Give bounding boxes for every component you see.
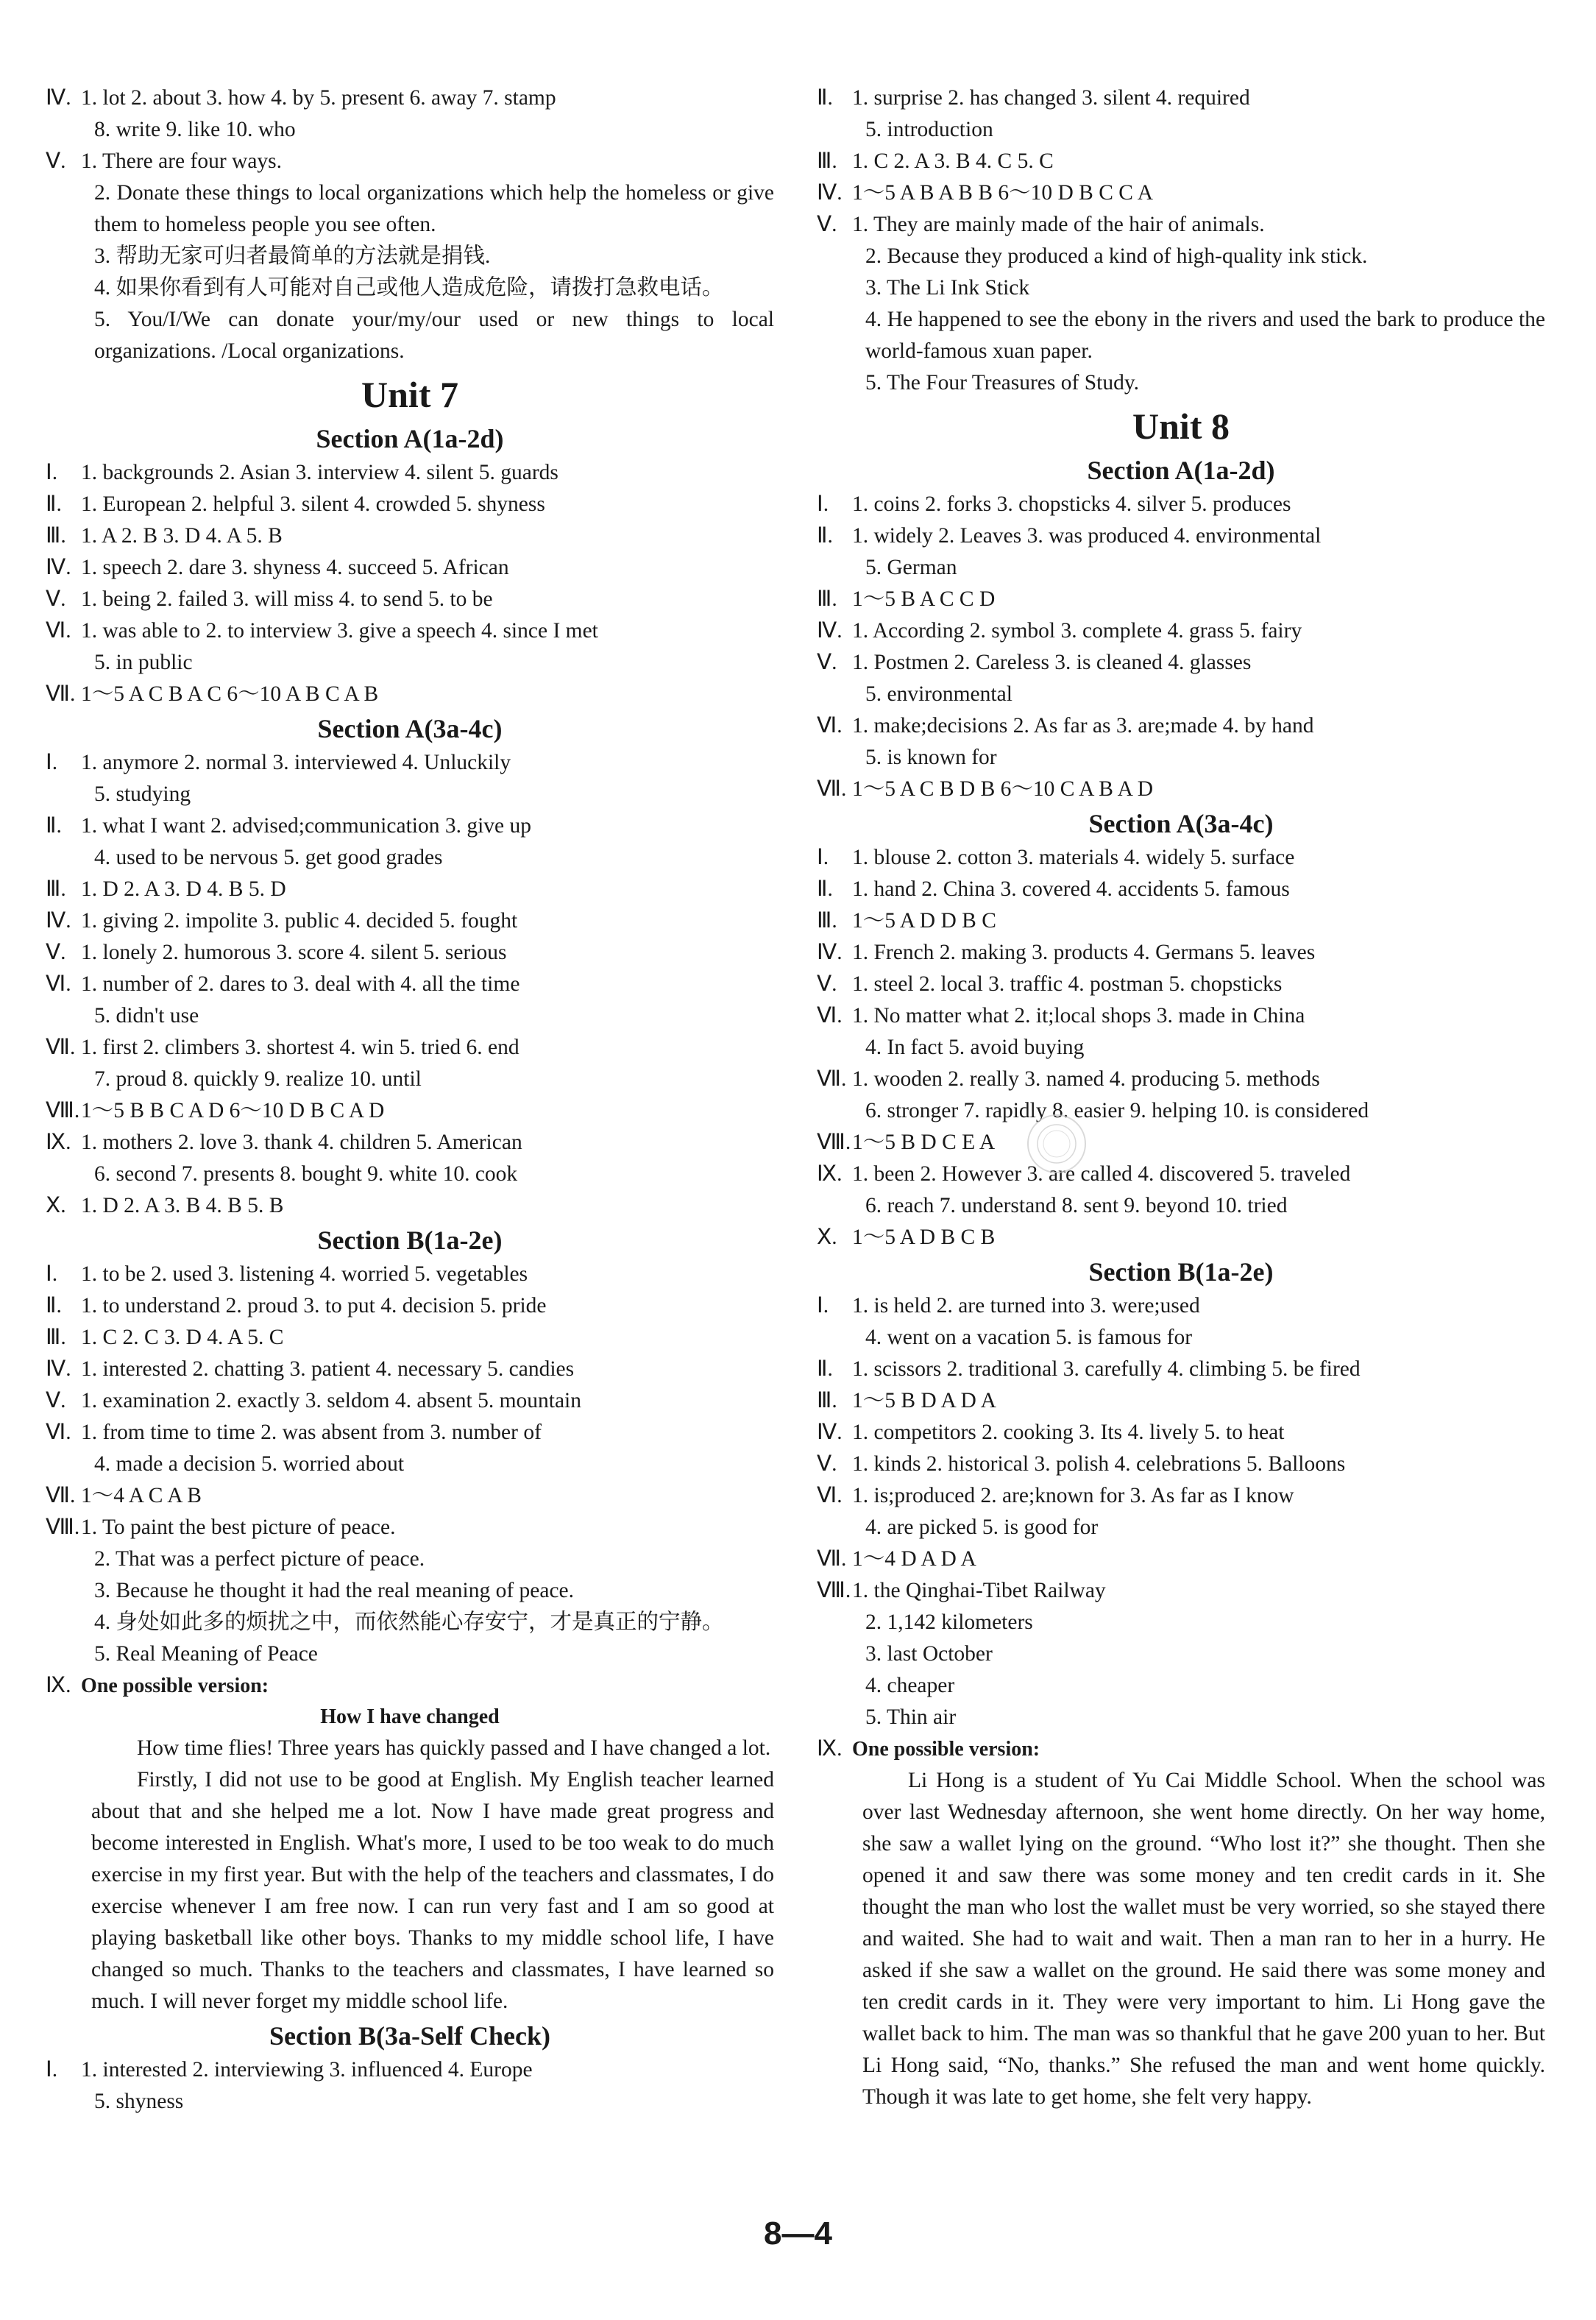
- answer-text: 3. last October: [865, 1642, 993, 1666]
- section-8a1-line: [817, 647, 1545, 679]
- question-number: Ⅵ.: [817, 1004, 843, 1028]
- section-7a1-line: [46, 679, 774, 710]
- answer-text: 1. mothers 2. love 3. thank 4. children 5. American: [81, 1131, 522, 1154]
- answer-text: 1. number of 2. dares to 3. deal with 4. all the time: [81, 972, 520, 996]
- question-number: Ⅶ.: [817, 1067, 847, 1091]
- question-number: Ⅳ.: [46, 1357, 71, 1381]
- question-number: Ⅸ.: [817, 1162, 843, 1186]
- answer-text: 1. According 2. symbol 3. complete 4. grass 5. fairy: [852, 619, 1302, 643]
- section-7a2-line: [46, 779, 774, 810]
- answer-text: 1. kinds 2. historical 3. polish 4. celebrations 5. Balloons: [852, 1452, 1346, 1476]
- section-8a1-line: [817, 742, 1545, 774]
- answer-text: 6. second 7. presents 8. bought 9. white 10. cook: [94, 1162, 518, 1186]
- question-number: Ⅱ.: [46, 492, 62, 516]
- section-7a1-line: [46, 489, 774, 520]
- answer-text: 1. was able to 2. to interview 3. give a speech 4. since I met: [81, 619, 598, 643]
- section-8a2-line: [817, 842, 1545, 874]
- unit7-tail-line: [817, 146, 1545, 177]
- answer-text: 1. been 2. However 3. are called 4. discovered 5. traveled: [852, 1162, 1351, 1186]
- answer-text: 1. first 2. climbers 3. shortest 4. win 5. tried 6. end: [81, 1036, 519, 1059]
- question-number: Ⅰ.: [46, 2058, 58, 2082]
- section-8b1-line: [817, 1702, 1545, 1733]
- essay-label-line: [46, 1670, 774, 1702]
- answer-text: 1. They are mainly made of the hair of animals.: [852, 213, 1265, 236]
- answer-text: 1. hand 2. China 3. covered 4. accidents 5. famous: [852, 877, 1290, 901]
- answer-text: 3. The Li Ink Stick: [865, 276, 1030, 300]
- question-number: Ⅴ.: [46, 941, 66, 964]
- answer-text: 1～5 A C B A C 6～10 A B C A B: [81, 682, 379, 706]
- section-8b1-line: [817, 1543, 1545, 1575]
- answer-text: 1. the Qinghai-Tibet Railway: [852, 1579, 1106, 1602]
- question-number: Ⅴ.: [817, 972, 837, 996]
- answer-text: 1. C 2. A 3. B 4. C 5. C: [852, 149, 1054, 173]
- answer-text: 1～5 A B A B B 6～10 D B C C A: [852, 181, 1154, 205]
- section-7a2-line: [46, 1127, 774, 1159]
- question-number: Ⅳ.: [817, 1421, 843, 1444]
- answer-text: 1. European 2. helpful 3. silent 4. crowded 5. shyness: [81, 492, 545, 516]
- answer-text: 1. interested 2. interviewing 3. influenced 4. Europe: [81, 2058, 533, 2082]
- answer-text: 2. 1,142 kilometers: [865, 1610, 1033, 1634]
- question-number: Ⅷ.: [817, 1579, 851, 1602]
- unit7-tail-line: [817, 272, 1545, 304]
- answer-text: 5. introduction: [865, 118, 993, 141]
- question-number: Ⅳ.: [817, 941, 843, 964]
- answer-text: 2. That was a perfect picture of peace.: [94, 1547, 425, 1571]
- unit7-tail-line: [817, 114, 1545, 146]
- section-8a1-line: [817, 584, 1545, 615]
- section-7b1-line: [46, 1290, 774, 1322]
- question-number: Ⅴ.: [46, 587, 66, 611]
- answer-text: 1. to be 2. used 3. listening 4. worried 5. vegetables: [81, 1262, 528, 1286]
- section-8b1-line: [817, 1607, 1545, 1638]
- question-number: Ⅶ.: [817, 1547, 847, 1571]
- unit6-tail-line: [46, 272, 774, 304]
- section-8a2-line: [817, 969, 1545, 1000]
- section-8b1-line: [817, 1290, 1545, 1322]
- answer-text: 8. write 9. like 10. who: [94, 118, 296, 141]
- unit7-tail-line: [817, 177, 1545, 209]
- answer-text: 1. surprise 2. has changed 3. silent 4. required: [852, 86, 1250, 110]
- question-number: Ⅶ.: [46, 1036, 76, 1059]
- section-8a1-line: [817, 489, 1545, 520]
- section-7b1-line: [46, 1417, 774, 1449]
- answer-text: 1. widely 2. Leaves 3. was produced 4. environmental: [852, 524, 1322, 548]
- section-8a2-line: [817, 1000, 1545, 1032]
- answer-text: 5. Real Meaning of Peace: [94, 1642, 318, 1666]
- question-number: Ⅱ.: [46, 1294, 62, 1318]
- section-8a2-line: [817, 1127, 1545, 1159]
- answer-text: 1～5 B A C C D: [852, 587, 996, 611]
- question-number: Ⅶ.: [46, 1484, 76, 1507]
- answer-text: 4. used to be nervous 5. get good grades: [94, 846, 443, 869]
- section-7a1-line: [46, 647, 774, 679]
- essay-label-line: [817, 1733, 1545, 1765]
- answer-text: 1～5 A D B C B: [852, 1226, 996, 1249]
- unit6-tail-line: [46, 146, 774, 177]
- question-number: Ⅹ.: [817, 1226, 837, 1249]
- answer-text: 1. D 2. A 3. D 4. B 5. D: [81, 877, 286, 901]
- section-8a2-line: [817, 1222, 1545, 1253]
- answer-text: 1. competitors 2. cooking 3. Its 4. lively 5. to heat: [852, 1421, 1285, 1444]
- question-number: Ⅳ.: [46, 556, 71, 579]
- unit7-tail-line: [817, 367, 1545, 399]
- answer-text: 1. is;produced 2. are;known for 3. As far as I know: [852, 1484, 1294, 1507]
- section-7a2-line: [46, 905, 774, 937]
- section-title-8a2: Section A(3a-4c): [1088, 809, 1274, 838]
- section-8b1-line: [817, 1670, 1545, 1702]
- section-7a1-line: [46, 615, 774, 647]
- question-number: Ⅳ.: [817, 619, 843, 643]
- answer-text: 1～5 A C B D B 6～10 C A B A D: [852, 777, 1154, 801]
- answer-text: 1. lonely 2. humorous 3. score 4. silent 5. serious: [81, 941, 507, 964]
- unit-8-title: Unit 8: [1132, 406, 1230, 447]
- question-number: Ⅲ.: [817, 1389, 837, 1412]
- unit6-tail-line: [46, 114, 774, 146]
- answer-text: 1. steel 2. local 3. traffic 4. postman 5. chopsticks: [852, 972, 1283, 996]
- section-8b1-line: [817, 1417, 1545, 1449]
- answer-text: 1～4 D A D A: [852, 1547, 976, 1571]
- question-number: Ⅰ.: [46, 1262, 58, 1286]
- answer-text: 1. To paint the best picture of peace.: [81, 1516, 396, 1539]
- essay-paragraph: Li Hong is a student of Yu Cai Middle School. When the school was over last Wednesday afternoon, she went home directly. On her way home, she saw a wallet lying on the ground. “Who lost it?” she thought. Then she opened it and saw there was some money and ten credit cards in it. She thought the man who lost the wallet must be very worried, so she stayed there and waited. She had to wait and wait. Then a man ran to her in a hurry. He asked if she saw a wallet on the ground. He said there was some money and ten credit cards in it. They were very important to him. Li Hong gave the wallet back to him. The man was so thankful that he gave 200 yuan to her. But Li Hong said, “No, thanks.” She refused the man and went home quickly. Though it was late to get home, she felt very happy.: [862, 1769, 1545, 2109]
- answer-text: 1. French 2. making 3. products 4. Germans 5. leaves: [852, 941, 1316, 964]
- question-number: Ⅱ.: [817, 877, 833, 901]
- question-number: Ⅰ.: [817, 492, 829, 516]
- section-7a1-line: [46, 552, 774, 584]
- question-number: Ⅱ.: [817, 1357, 833, 1381]
- question-number: Ⅲ.: [46, 1326, 66, 1349]
- question-number: Ⅳ.: [817, 181, 843, 205]
- section-7a2-line: [46, 747, 774, 779]
- section-7a2-line: [46, 937, 774, 969]
- section-7a2-line: [46, 1032, 774, 1064]
- answer-text: 1. D 2. A 3. B 4. B 5. B: [81, 1194, 284, 1217]
- section-7a2-line: [46, 1095, 774, 1127]
- section-8a2-line: [817, 1190, 1545, 1222]
- unit6-tail-line: [46, 177, 774, 241]
- section-7a2-line: [46, 874, 774, 905]
- section-7b2-line: [46, 2086, 774, 2118]
- section-title-8b1: Section B(1a-2e): [1088, 1257, 1274, 1287]
- answer-text: 1. No matter what 2. it;local shops 3. made in China: [852, 1004, 1305, 1028]
- unit7-tail-line: [817, 209, 1545, 241]
- answer-text: 3. 帮助无家可归者最简单的方法就是捐钱.: [94, 244, 491, 268]
- right-column: [817, 82, 1545, 2113]
- section-7b1-line: [46, 1354, 774, 1385]
- answer-text: 6. reach 7. understand 8. sent 9. beyond 10. tried: [865, 1194, 1288, 1217]
- answer-text: 1. wooden 2. really 3. named 4. producing 5. methods: [852, 1067, 1320, 1091]
- section-7a2-line: [46, 1000, 774, 1032]
- section-7b1-line: [46, 1543, 774, 1575]
- question-number: Ⅷ.: [46, 1516, 80, 1539]
- answer-text: 1. A 2. B 3. D 4. A 5. B: [81, 524, 283, 548]
- question-number: Ⅵ.: [817, 1484, 843, 1507]
- section-7b1-line: [46, 1259, 774, 1290]
- section-8b1-line: [817, 1449, 1545, 1480]
- section-7b1-line: [46, 1607, 774, 1638]
- essay-paragraph: How time flies! Three years has quickly passed and I have changed a lot.: [137, 1736, 771, 1760]
- answer-text: 1～4 A C A B: [81, 1484, 202, 1507]
- question-number: Ⅰ.: [817, 846, 829, 869]
- answer-text: 5. The Four Treasures of Study.: [865, 371, 1140, 395]
- answer-text: 2. Because they produced a kind of high-quality ink stick.: [865, 244, 1368, 268]
- page-number: 8—4: [764, 2215, 832, 2252]
- section-7a2-line: [46, 1064, 774, 1095]
- answer-text: 1. what I want 2. advised;communication 3. give up: [81, 814, 531, 838]
- answer-text: 5. shyness: [94, 2090, 184, 2113]
- section-title-8a1: Section A(1a-2d): [1087, 456, 1275, 485]
- answer-text: 1. anymore 2. normal 3. interviewed 4. Unluckily: [81, 751, 511, 774]
- section-title-7a1: Section A(1a-2d): [316, 424, 504, 453]
- section-8a2-line: [817, 874, 1545, 905]
- unit6-tail-line: [46, 82, 774, 114]
- section-8a2-line: [817, 1064, 1545, 1095]
- question-number: Ⅸ.: [46, 1674, 71, 1697]
- question-number: Ⅱ.: [46, 814, 62, 838]
- unit6-tail-line: [46, 241, 774, 272]
- unit6-tail-line: [46, 304, 774, 367]
- unit-7-title: Unit 7: [361, 374, 458, 415]
- section-title-7b2: Section B(3a-Self Check): [269, 2021, 550, 2051]
- section-7b1-line: [46, 1449, 774, 1480]
- answer-text: 1～5 B B C A D 6～10 D B C A D: [81, 1099, 385, 1122]
- section-8b1-line: [817, 1354, 1545, 1385]
- question-number: Ⅰ.: [817, 1294, 829, 1318]
- answer-text: 4. In fact 5. avoid buying: [865, 1036, 1085, 1059]
- section-8b1-line: [817, 1480, 1545, 1512]
- question-number: Ⅹ.: [46, 1194, 66, 1217]
- answer-text: 1. make;decisions 2. As far as 3. are;made 4. by hand: [852, 714, 1314, 738]
- section-8a2-line: [817, 1032, 1545, 1064]
- left-column: [46, 82, 774, 2118]
- question-number: Ⅸ.: [46, 1131, 71, 1154]
- answer-text: 1. speech 2. dare 3. shyness 4. succeed 5. African: [81, 556, 509, 579]
- section-7b2-line: [46, 2054, 774, 2086]
- answer-text: 5. You/I/We can donate your/my/our used or new things to local organizations. /Local organizations.: [94, 308, 774, 363]
- answer-text: 7. proud 8. quickly 9. realize 10. until: [94, 1067, 422, 1091]
- answer-text: 1. to understand 2. proud 3. to put 4. decision 5. pride: [81, 1294, 547, 1318]
- answer-text: 1. blouse 2. cotton 3. materials 4. widely 5. surface: [852, 846, 1295, 869]
- question-number: Ⅰ.: [46, 461, 58, 484]
- section-title-7a2: Section A(3a-4c): [317, 714, 503, 743]
- section-7a2-line: [46, 1159, 774, 1190]
- answer-text: 1. examination 2. exactly 3. seldom 4. absent 5. mountain: [81, 1389, 581, 1412]
- unit7-tail-line: [817, 241, 1545, 272]
- question-number: Ⅲ.: [46, 524, 66, 548]
- section-8b1-line: [817, 1638, 1545, 1670]
- question-number: Ⅱ.: [817, 86, 833, 110]
- question-number: Ⅴ.: [817, 1452, 837, 1476]
- question-number: Ⅴ.: [46, 149, 66, 173]
- answer-text: 5. German: [865, 556, 957, 579]
- answer-text: 4. 身处如此多的烦扰之中，而依然能心存安宁，才是真正的宁静。: [94, 1610, 724, 1634]
- question-number: Ⅳ.: [46, 86, 71, 110]
- question-number: Ⅵ.: [817, 714, 843, 738]
- question-number: Ⅶ.: [817, 777, 847, 801]
- answer-text: 5. studying: [94, 782, 191, 806]
- section-7b1-line: [46, 1322, 774, 1354]
- section-7a1-line: [46, 457, 774, 489]
- answer-text: 1. lot 2. about 3. how 4. by 5. present 6. away 7. stamp: [81, 86, 556, 110]
- section-7b1-line: [46, 1480, 774, 1512]
- question-number: Ⅴ.: [817, 213, 837, 236]
- question-number: Ⅲ.: [817, 909, 837, 933]
- question-number: Ⅷ.: [817, 1131, 851, 1154]
- section-8a1-line: [817, 615, 1545, 647]
- answer-text: 5. in public: [94, 651, 193, 674]
- section-7b1-line: [46, 1385, 774, 1417]
- answer-text: 1. scissors 2. traditional 3. carefully 4. climbing 5. be fired: [852, 1357, 1361, 1381]
- section-7b1-line: [46, 1638, 774, 1670]
- section-8a1-line: [817, 552, 1545, 584]
- answer-text: 1. C 2. C 3. D 4. A 5. C: [81, 1326, 284, 1349]
- answer-text: 1. giving 2. impolite 3. public 4. decided 5. fought: [81, 909, 518, 933]
- question-number: Ⅰ.: [46, 751, 58, 774]
- section-8a2-line: [817, 905, 1545, 937]
- question-number: Ⅴ.: [817, 651, 837, 674]
- section-8a1-line: [817, 679, 1545, 710]
- section-8b1-line: [817, 1385, 1545, 1417]
- answer-text: 4. 如果你看到有人可能对自己或他人造成危险，请拨打急救电话。: [94, 276, 724, 300]
- answer-text: 5. didn't use: [94, 1004, 199, 1028]
- answer-text: 1. being 2. failed 3. will miss 4. to send 5. to be: [81, 587, 493, 611]
- answer-text: 3. Because he thought it had the real meaning of peace.: [94, 1579, 575, 1602]
- section-8a1-line: [817, 774, 1545, 805]
- answer-text: 4. went on a vacation 5. is famous for: [865, 1326, 1193, 1349]
- essay-title: How I have changed: [320, 1705, 500, 1728]
- answer-text: 5. environmental: [865, 682, 1012, 706]
- answer-text: 5. is known for: [865, 746, 997, 769]
- section-7a2-line: [46, 969, 774, 1000]
- section-title-7b1: Section B(1a-2e): [317, 1226, 503, 1255]
- answer-text: 4. He happened to see the ebony in the rivers and used the bark to produce the world-famous xuan paper.: [865, 308, 1545, 363]
- section-8a2-line: [817, 1159, 1545, 1190]
- answer-text: 1～5 B D C E A: [852, 1131, 996, 1154]
- essay-label: One possible version:: [81, 1674, 269, 1697]
- unit7-tail-line: [817, 304, 1545, 367]
- section-7a2-line: [46, 1190, 774, 1222]
- question-number: Ⅳ.: [46, 909, 71, 933]
- answer-text: 4. are picked 5. is good for: [865, 1516, 1099, 1539]
- unit7-tail-line: [817, 82, 1545, 114]
- essay-paragraph: Firstly, I did not use to be good at English. My English teacher learned about that and she helped me a lot. Now I have made great progress and become interested in English. What's more, I used to be too weak to do much exercise in my first year. But with the help of the teachers and classmates, I do exercise whenever I am free now. I can run very fast and I am so good at playing basketball like other boys. Thanks to my middle school life, I have changed so much. Thanks to the teachers and classmates, I have learned so much. I will never forget my middle school life.: [91, 1768, 774, 2013]
- answer-text: 1. backgrounds 2. Asian 3. interview 4. silent 5. guards: [81, 461, 558, 484]
- section-7a2-line: [46, 810, 774, 842]
- answer-text: 1～5 A D D B C: [852, 909, 996, 933]
- question-number: Ⅵ.: [46, 972, 71, 996]
- section-8b1-line: [817, 1575, 1545, 1607]
- question-number: Ⅲ.: [817, 587, 837, 611]
- answer-text: 1. coins 2. forks 3. chopsticks 4. silver 5. produces: [852, 492, 1291, 516]
- question-number: Ⅵ.: [46, 619, 71, 643]
- answer-text: 2. Donate these things to local organizations which help the homeless or give them to homeless people you see often.: [94, 181, 774, 236]
- watermark-stamp-icon: [1027, 1114, 1086, 1173]
- section-7a1-line: [46, 520, 774, 552]
- question-number: Ⅴ.: [46, 1389, 66, 1412]
- section-8a1-line: [817, 710, 1545, 742]
- section-8a2-line: [817, 1095, 1545, 1127]
- section-7a2-line: [46, 842, 774, 874]
- question-number: Ⅶ.: [46, 682, 76, 706]
- question-number: Ⅲ.: [46, 877, 66, 901]
- section-8a1-line: [817, 520, 1545, 552]
- question-number: Ⅸ.: [817, 1737, 843, 1761]
- question-number: Ⅷ.: [46, 1099, 80, 1122]
- question-number: Ⅲ.: [817, 149, 837, 173]
- section-8a2-line: [817, 937, 1545, 969]
- answer-text: 6. stronger 7. rapidly 8. easier 9. helping 10. is considered: [865, 1099, 1369, 1122]
- section-7a1-line: [46, 584, 774, 615]
- section-7b1-line: [46, 1512, 774, 1543]
- section-7b1-line: [46, 1575, 774, 1607]
- answer-text: 4. cheaper: [865, 1674, 955, 1697]
- answer-text: 4. made a decision 5. worried about: [94, 1452, 405, 1476]
- answer-text: 1. There are four ways.: [81, 149, 283, 173]
- answer-text: 1. is held 2. are turned into 3. were;used: [852, 1294, 1200, 1318]
- section-8b1-line: [817, 1322, 1545, 1354]
- section-8b1-line: [817, 1512, 1545, 1543]
- question-number: Ⅵ.: [46, 1421, 71, 1444]
- answer-text: 1. from time to time 2. was absent from 3. number of: [81, 1421, 542, 1444]
- answer-text: 5. Thin air: [865, 1705, 957, 1729]
- answer-text: 1. Postmen 2. Careless 3. is cleaned 4. glasses: [852, 651, 1252, 674]
- essay-label: One possible version:: [852, 1738, 1040, 1761]
- answer-text: 1～5 B D A D A: [852, 1389, 996, 1412]
- question-number: Ⅱ.: [817, 524, 833, 548]
- answer-text: 1. interested 2. chatting 3. patient 4. necessary 5. candies: [81, 1357, 575, 1381]
